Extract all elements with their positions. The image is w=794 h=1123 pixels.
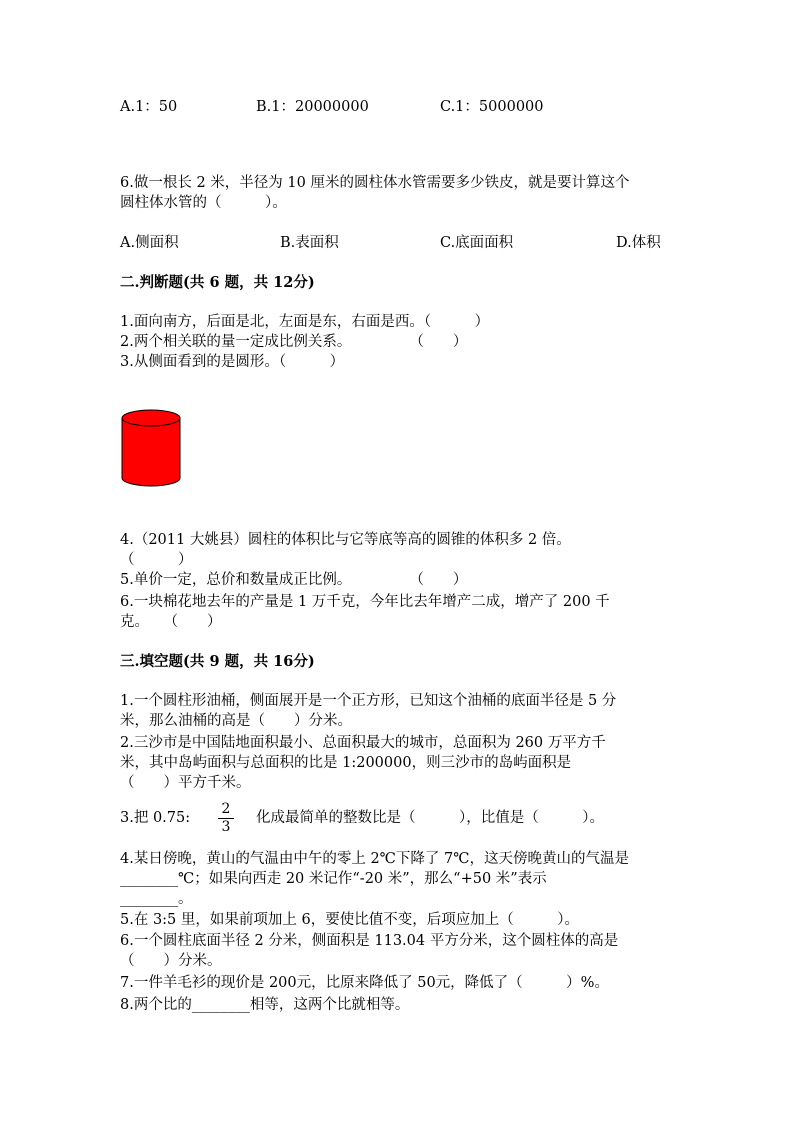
s3-q6-line1: 6.一个圆柱底面半径 2 分米，侧面积是 113.04 平方分米，这个圆柱体的高是	[120, 933, 619, 949]
s3-q4-line3: ________。	[120, 891, 193, 907]
s3-q4-line2: ________℃；如果向西走 20 米记作“-20 米”，那么“+50 米”表示	[120, 871, 547, 887]
s3-q2-line1: 2.三沙市是中国陆地面积最小、总面积最大的城市，总面积为 260 万平方千	[120, 735, 606, 751]
s3-q2-line2: 米，其中岛屿面积与总面积的比是 1:200000，则三沙市的岛屿面积是	[120, 755, 572, 771]
s3-q1-line2: 米，那么油桶的高是（ ）分米。	[120, 713, 352, 729]
q5-option-a: A.1：50	[120, 99, 178, 115]
fraction-denominator: 3	[221, 819, 231, 835]
q6-text-line2: 圆柱体水管的（ ）。	[120, 195, 287, 211]
s2-q1: 1.面向南方，后面是北，左面是东，右面是西。（ ）	[120, 314, 490, 330]
s3-q3-prefix: 3.把 0.75:	[120, 810, 191, 826]
q6-option-b: B.表面积	[280, 235, 339, 251]
s3-q5: 5.在 3:5 里，如果前项加上 6，要使比值不变，后项应加上（ ）。	[120, 912, 579, 928]
s3-q3-suffix: 化成最简单的整数比是（ ），比值是（ ）。	[256, 810, 604, 826]
fraction-numerator: 2	[218, 802, 234, 819]
s3-q2-line3: （ ）平方千米。	[120, 775, 251, 791]
q5-option-c: C.1：5000000	[440, 99, 544, 115]
s3-q6-line2: （ ）分米。	[120, 953, 222, 969]
s2-q4-line2: （ ）	[120, 552, 193, 568]
red-cylinder-figure	[120, 408, 182, 488]
s3-q7: 7.一件羊毛衫的现价是 200元，比原来降低了 50元，降低了（ ）%。	[120, 975, 609, 991]
s2-q3: 3.从侧面看到的是圆形。（ ）	[120, 354, 345, 370]
s3-q4-line1: 4.某日傍晚，黄山的气温由中午的零上 2℃下降了 7℃，这天傍晚黄山的气温是	[120, 851, 629, 867]
q6-text-line1: 6.做一根长 2 米，半径为 10 厘米的圆柱体水管需要多少铁皮，就是要计算这个	[120, 175, 630, 191]
s2-q6-line1: 6.一块棉花地去年的产量是 1 万千克，今年比去年增产二成，增产了 200 千	[120, 594, 610, 610]
s2-q5: 5.单价一定，总价和数量成正比例。 （ ）	[120, 572, 468, 588]
section2-title: 二.判断题(共 6 题，共 12分)	[120, 274, 315, 291]
fraction-two-thirds	[218, 802, 234, 835]
s2-q6-line2: 克。 （ ）	[120, 614, 222, 630]
s3-q8: 8.两个比的________相等，这两个比就相等。	[120, 997, 410, 1013]
q6-option-d: D.体积	[616, 235, 661, 251]
section3-title: 三.填空题(共 9 题，共 16分)	[120, 653, 315, 670]
q6-option-c: C.底面面积	[440, 235, 514, 251]
s2-q4-line1: 4.（2011 大姚县）圆柱的体积比与它等底等高的圆锥的体积多 2 倍。	[120, 532, 571, 548]
s2-q2: 2.两个相关联的量一定成比例关系。 （ ）	[120, 334, 468, 350]
s3-q1-line1: 1.一个圆柱形油桶，侧面展开是一个正方形，已知这个油桶的底面半径是 5 分	[120, 693, 617, 709]
q5-option-b: B.1：20000000	[256, 99, 369, 115]
q6-option-a: A.侧面积	[120, 235, 179, 251]
